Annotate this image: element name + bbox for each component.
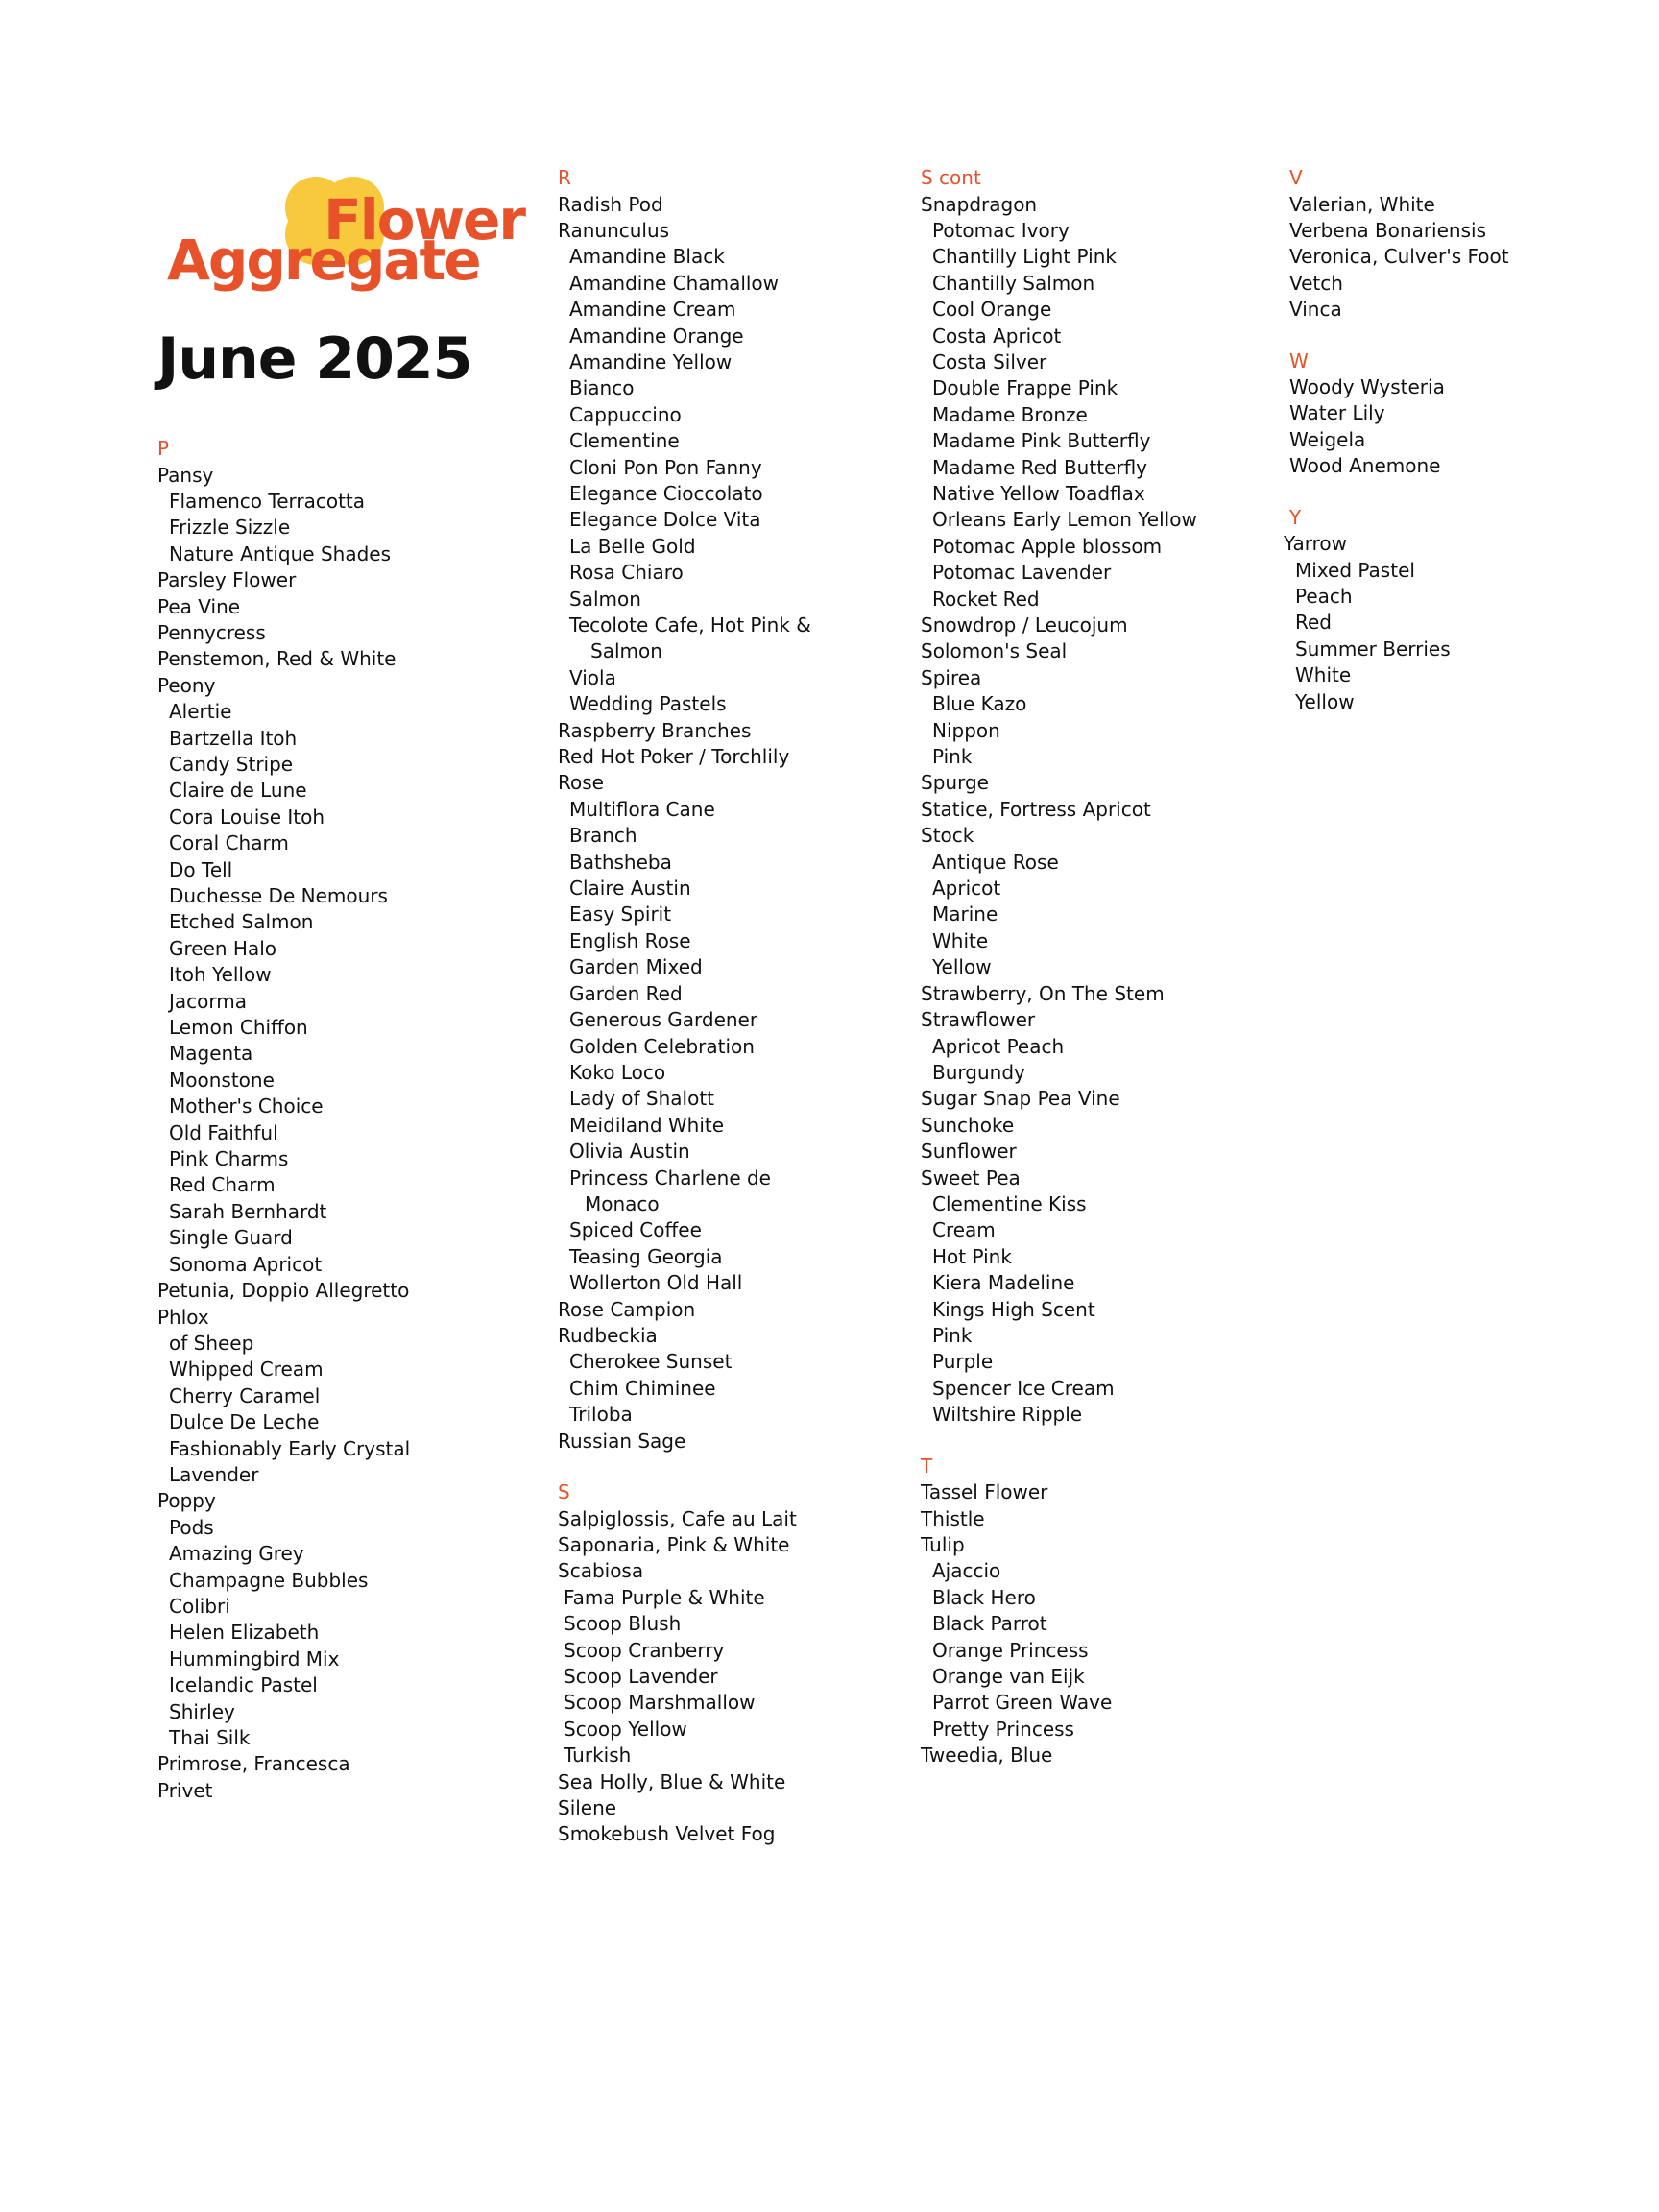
variety-item: Helen Elizabeth (169, 1621, 320, 1645)
variety-item: Single Guard (169, 1226, 293, 1250)
variety-item: Wollerton Old Hall (569, 1271, 743, 1295)
flower-item: Phlox (157, 1305, 209, 1329)
section-letter-heading: P (157, 437, 170, 460)
variety-item: Sarah Bernhardt (169, 1199, 327, 1223)
variety-item: Cream (932, 1218, 996, 1242)
variety-item: Multiflora Cane (569, 797, 715, 821)
variety-item: Magenta (169, 1042, 253, 1066)
variety-item: Elegance Dolce Vita (569, 508, 761, 532)
flower-item: Yarrow (1284, 532, 1347, 556)
variety-item: Black Hero (932, 1585, 1036, 1609)
variety-item: Etched Salmon (169, 910, 314, 934)
variety-item: White (1295, 663, 1352, 687)
flower-item: Wood Anemone (1289, 454, 1441, 478)
variety-item: Shirley (169, 1699, 235, 1723)
flower-item: Snapdragon (921, 192, 1038, 216)
column-3 (921, 165, 1266, 1769)
flower-item: Raspberry Branches (558, 718, 752, 742)
variety-item: Nippon (932, 718, 1000, 742)
variety-item: Kiera Madeline (932, 1271, 1075, 1295)
variety-item: Fashionably Early Crystal (169, 1436, 411, 1460)
variety-item: Antique Rose (932, 850, 1059, 874)
variety-item: Duchesse De Nemours (169, 884, 388, 907)
page-title: June 2025 (157, 325, 472, 393)
flower-item: Tweedia, Blue (921, 1743, 1053, 1767)
variety-item: Kings High Scent (932, 1297, 1095, 1321)
variety-item: Branch (569, 824, 637, 848)
letter-section (1289, 349, 1635, 480)
variety-item: Icelandic Pastel (169, 1673, 318, 1697)
variety-item: Purple (932, 1350, 994, 1374)
flower-item: Primrose, Francesca (157, 1752, 350, 1776)
variety-item: Garden Mixed (569, 955, 703, 979)
flower-item: Strawberry, On The Stem (921, 981, 1165, 1005)
variety-item: Teasing Georgia (569, 1244, 723, 1268)
variety-item: Scoop Marshmallow (564, 1691, 756, 1715)
flower-item: Snowdrop / Leucojum (921, 613, 1128, 637)
flower-item: Smokebush Velvet Fog (558, 1822, 776, 1846)
variety-item: Burgundy (932, 1060, 1025, 1084)
section-letter-heading: S (558, 1480, 570, 1503)
brand-name-line2: Aggregate (167, 228, 480, 293)
variety-item: Chim Chiminee (569, 1376, 716, 1400)
flower-item: Water Lily (1289, 401, 1385, 425)
variety-item: Rosa Chiaro (569, 561, 684, 585)
column-2 (558, 165, 903, 1848)
variety-item: Costa Apricot (932, 324, 1062, 348)
letter-section (1289, 165, 1635, 324)
variety-item: Lemon Chiffon (169, 1016, 308, 1040)
variety-item: Amandine Orange (569, 324, 744, 348)
variety-item: Hummingbird Mix (169, 1647, 340, 1671)
flower-item: Petunia, Doppio Allegretto (157, 1279, 410, 1303)
flower-item: Silene (558, 1795, 617, 1819)
variety-item: Koko Loco (569, 1060, 666, 1084)
variety-item: Spencer Ice Cream (932, 1376, 1115, 1400)
variety-item: Costa Silver (932, 349, 1047, 373)
variety-item: Spiced Coffee (569, 1218, 702, 1242)
variety-item: Meidiland White (569, 1113, 725, 1137)
variety-item: Salmon (590, 639, 662, 663)
letter-section (157, 436, 503, 1804)
flower-item: Radish Pod (558, 192, 663, 216)
section-letter-heading: V (1289, 166, 1303, 189)
variety-item: Mother's Choice (169, 1094, 324, 1118)
section-letter-heading: T (921, 1454, 933, 1478)
variety-item: Madame Red Butterfly (932, 455, 1148, 479)
flower-item: Parsley Flower (157, 568, 297, 592)
variety-item: Mixed Pastel (1295, 558, 1415, 582)
section-letter-heading: S cont (921, 166, 981, 189)
flower-item: Russian Sage (558, 1429, 686, 1453)
variety-item: Viola (569, 665, 616, 689)
variety-item: Lavender (169, 1462, 259, 1486)
variety-item: Triloba (569, 1403, 633, 1427)
variety-item: Claire de Lune (169, 779, 307, 803)
variety-item: Cherokee Sunset (569, 1350, 733, 1374)
variety-item: Do Tell (169, 857, 233, 881)
variety-item: Summer Berries (1295, 637, 1451, 661)
variety-item: Native Yellow Toadflax (932, 481, 1145, 505)
flower-item: Verbena Bonariensis (1289, 218, 1486, 242)
variety-item: Madame Pink Butterfly (932, 429, 1151, 453)
flower-item: Spirea (921, 665, 982, 689)
variety-item: Monaco (585, 1191, 660, 1215)
flower-item: Pea Vine (157, 594, 241, 618)
variety-item: Chantilly Salmon (932, 271, 1095, 295)
flower-item: Pennycress (157, 620, 266, 644)
variety-item: Alertie (169, 700, 232, 724)
variety-item: Claire Austin (569, 877, 691, 901)
variety-item: Bathsheba (569, 850, 672, 874)
variety-item: Peach (1295, 584, 1353, 608)
variety-item: Colibri (169, 1594, 230, 1618)
variety-item: Potomac Apple blossom (932, 534, 1163, 558)
variety-item: Parrot Green Wave (932, 1691, 1113, 1715)
variety-item: Black Parrot (932, 1612, 1047, 1636)
flower-item: Weigela (1289, 427, 1366, 451)
variety-item: Amazing Grey (169, 1542, 304, 1566)
variety-item: Clementine (569, 429, 680, 453)
brand-name-line1: Flower (324, 187, 524, 252)
variety-item: Rocket Red (932, 587, 1040, 611)
variety-item: Cherry Caramel (169, 1383, 321, 1407)
flower-item: Sunchoke (921, 1113, 1015, 1137)
flower-item: Privet (157, 1778, 213, 1802)
variety-item: Wiltshire Ripple (932, 1403, 1083, 1427)
flower-item: Valerian, White (1289, 192, 1435, 216)
variety-item: Amandine Cream (569, 298, 736, 322)
variety-item: Double Frappe Pink (932, 376, 1118, 400)
variety-item: Blue Kazo (932, 692, 1027, 716)
variety-item: Bianco (569, 376, 635, 400)
flower-item: Rose Campion (558, 1297, 696, 1321)
variety-item: Red (1295, 611, 1332, 635)
letter-section (558, 165, 903, 1455)
flower-item: Rudbeckia (558, 1323, 658, 1347)
variety-item: Champagne Bubbles (169, 1568, 369, 1592)
letter-section (1284, 505, 1635, 715)
flower-item: Scabiosa (558, 1559, 644, 1583)
section-letter-heading: R (558, 166, 571, 189)
flower-item: Stock (921, 824, 974, 848)
flower-item: Veronica, Culver's Foot (1289, 245, 1509, 269)
variety-item: Wedding Pastels (569, 692, 727, 716)
variety-item: Tecolote Cafe, Hot Pink & (569, 613, 811, 637)
letter-section (558, 1479, 903, 1848)
variety-item: Fama Purple & White (564, 1585, 765, 1609)
flower-item: Sunflower (921, 1140, 1017, 1164)
flower-item: Saponaria, Pink & White (558, 1532, 790, 1556)
flower-item: Sugar Snap Pea Vine (921, 1087, 1120, 1111)
variety-item: Candy Stripe (169, 752, 294, 776)
variety-item: Flamenco Terracotta (169, 489, 366, 513)
variety-item: Amandine Black (569, 245, 725, 269)
variety-item: Turkish (564, 1743, 632, 1767)
section-letter-heading: W (1289, 349, 1309, 373)
flower-item: Penstemon, Red & White (157, 647, 397, 671)
letter-section (921, 165, 1266, 1429)
variety-item: Potomac Ivory (932, 218, 1070, 242)
section-letter-heading: Y (1289, 505, 1302, 529)
flower-item: Pansy (157, 463, 214, 487)
flower-item: Spurge (921, 771, 989, 795)
variety-item: La Belle Gold (569, 534, 696, 558)
variety-item: Coral Charm (169, 831, 289, 855)
flower-item: Tulip (921, 1532, 965, 1556)
variety-item: Amandine Chamallow (569, 271, 780, 295)
variety-item: Elegance Cioccolato (569, 481, 763, 505)
variety-item: Chantilly Light Pink (932, 245, 1117, 269)
flower-item: Strawflower (921, 1008, 1036, 1032)
variety-item: Old Faithful (169, 1120, 278, 1144)
variety-item: English Rose (569, 928, 691, 952)
variety-item: Cloni Pon Pon Fanny (569, 455, 762, 479)
variety-item: Apricot (932, 877, 1001, 901)
variety-item: Cora Louise Itoh (169, 805, 325, 829)
variety-item: Garden Red (569, 981, 683, 1005)
variety-item: Bartzella Itoh (169, 726, 298, 750)
flower-item: Sweet Pea (921, 1166, 1021, 1190)
variety-item: Salmon (569, 587, 641, 611)
variety-item: Jacorma (169, 989, 247, 1013)
variety-item: Olivia Austin (569, 1140, 690, 1164)
variety-item: Amandine Yellow (569, 349, 733, 373)
variety-item: Pink Charms (169, 1147, 289, 1171)
variety-item: White (932, 928, 989, 952)
variety-item: Thai Silk (169, 1726, 251, 1749)
variety-item: Scoop Cranberry (564, 1638, 725, 1662)
variety-item: Cappuccino (569, 402, 682, 426)
flower-item: Statice, Fortress Apricot (921, 797, 1151, 821)
variety-item: Princess Charlene de (569, 1166, 771, 1190)
variety-item: Red Charm (169, 1173, 276, 1197)
flower-item: Solomon's Seal (921, 639, 1068, 663)
variety-item: Itoh Yellow (169, 963, 272, 987)
flower-item: Woody Wysteria (1289, 375, 1445, 399)
variety-item: Scoop Lavender (564, 1664, 718, 1688)
variety-item: Pretty Princess (932, 1717, 1074, 1741)
flower-item: Ranunculus (558, 218, 670, 242)
variety-item: Sonoma Apricot (169, 1252, 323, 1276)
variety-item: Green Halo (169, 936, 277, 960)
flower-item: Vetch (1289, 271, 1343, 295)
variety-item: Frizzle Sizzle (169, 516, 291, 540)
variety-item: Nature Antique Shades (169, 541, 392, 565)
variety-item: Apricot Peach (932, 1034, 1065, 1058)
variety-item: Pods (169, 1515, 214, 1539)
variety-item: Cool Orange (932, 298, 1052, 322)
column-4 (1284, 165, 1635, 715)
flower-item: Peony (157, 673, 216, 697)
variety-item: of Sheep (169, 1331, 254, 1355)
variety-item: Orange Princess (932, 1638, 1089, 1662)
flower-item: Tassel Flower (921, 1480, 1048, 1504)
flower-item: Thistle (921, 1506, 985, 1530)
variety-item: Hot Pink (932, 1244, 1012, 1268)
variety-item: Ajaccio (932, 1559, 1001, 1583)
brand-logo (167, 165, 524, 294)
variety-item: Potomac Lavender (932, 561, 1112, 585)
variety-item: Orange van Eijk (932, 1664, 1085, 1688)
variety-item: Dulce De Leche (169, 1410, 320, 1434)
variety-item: Scoop Blush (564, 1612, 682, 1636)
variety-item: Moonstone (169, 1068, 275, 1092)
variety-item: Yellow (1295, 689, 1355, 713)
variety-item: Pink (932, 1323, 973, 1347)
flower-item: Red Hot Poker / Torchlily (558, 745, 790, 769)
variety-item: Clementine Kiss (932, 1191, 1087, 1215)
variety-item: Madame Bronze (932, 402, 1088, 426)
variety-item: Generous Gardener (569, 1008, 758, 1032)
variety-item: Golden Celebration (569, 1034, 755, 1058)
variety-item: Lady of Shalott (569, 1087, 715, 1111)
flower-item: Sea Holly, Blue & White (558, 1769, 786, 1793)
variety-item: Easy Spirit (569, 902, 672, 926)
flower-item: Rose (558, 771, 604, 795)
variety-item: Yellow (932, 955, 992, 979)
variety-item: Pink (932, 745, 973, 769)
column-1 (157, 165, 524, 1804)
flower-item: Poppy (157, 1489, 216, 1513)
variety-item: Marine (932, 902, 998, 926)
variety-item: Orleans Early Lemon Yellow (932, 508, 1197, 532)
flower-item: Salpiglossis, Cafe au Lait (558, 1506, 797, 1530)
letter-section (921, 1454, 1266, 1769)
variety-item: Whipped Cream (169, 1358, 324, 1382)
variety-item: Scoop Yellow (564, 1717, 687, 1741)
flower-item: Vinca (1289, 298, 1342, 322)
